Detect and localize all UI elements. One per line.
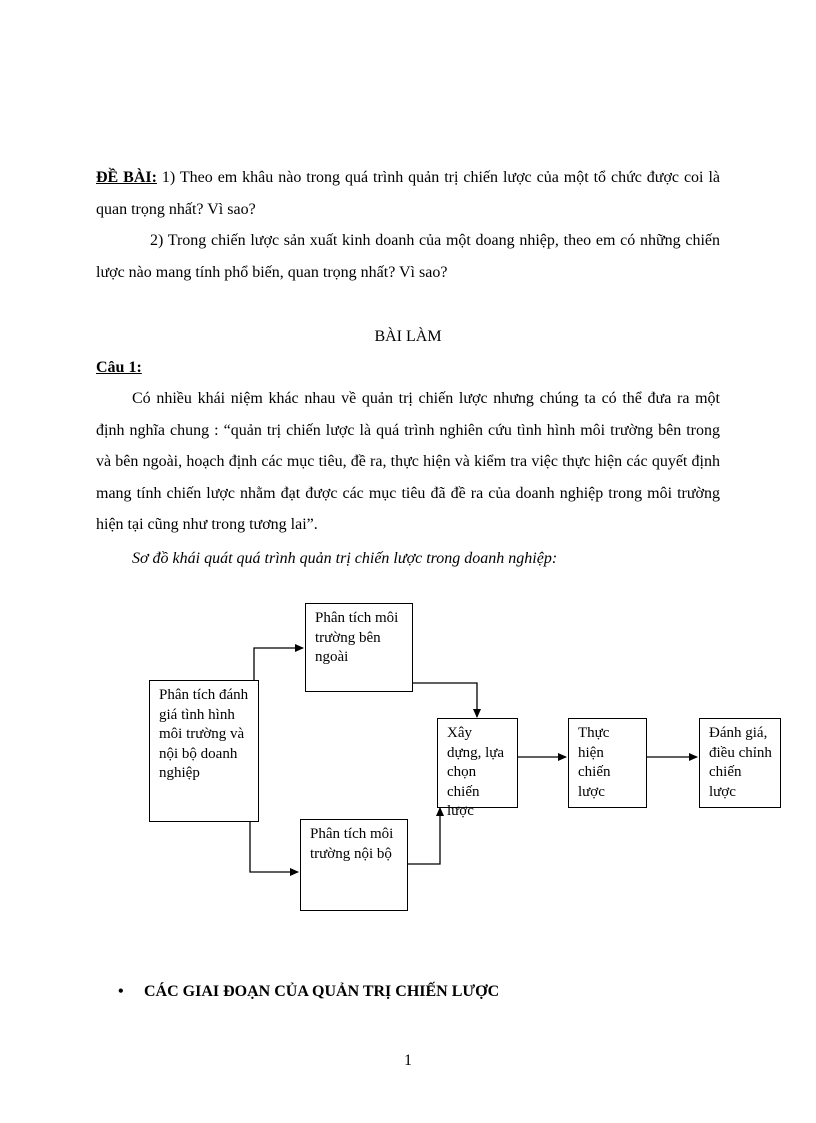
box-external-analysis: Phân tích môi trường bên ngoài (305, 603, 413, 692)
box-internal-analysis: Phân tích môi trường nội bộ (300, 819, 408, 911)
section-heading-row (118, 978, 499, 1006)
connector-internal-to-build (408, 808, 440, 864)
answer-heading: BÀI LÀM (374, 328, 442, 345)
assignment-label: ĐỀ BÀI: (96, 169, 157, 186)
box-evaluate-strategy: Đánh giá, điều chỉnh chiến lược (699, 718, 781, 808)
connector-external-to-build (412, 683, 477, 717)
page-number: 1 (404, 1052, 412, 1069)
body-paragraph: Có nhiều khái niệm khác nhau về quản trị chiến lược nhưng chúng ta có thể đưa ra một định nghĩa chung : “quản trị chiến lược là quá trình nghiên cứu tình hình môi trường bên trong và bên ngoài, hoạch định các mục tiêu, đề ra, thực hiện và kiểm tra việc thực hiện các quyết định mang tính chiến lược nhằm đạt được các mục tiêu đã đề ra của doanh nghiệp trong môi trường hiện tại cũng như trong tương lai”. (96, 390, 720, 533)
assignment-q1-text: 1) Theo em khâu nào trong quá trình quản trị chiến lược của một tổ chức được coi là quan trọng nhất? Vì sao? (96, 169, 720, 218)
box-build-strategy: Xây dựng, lựa chọn chiến lược (437, 718, 518, 808)
connector-analysis-to-internal (250, 820, 298, 872)
diagram-caption: Sơ đồ khái quát quá trình quản trị chiến lược trong doanh nghiệp: (132, 550, 558, 567)
assignment-question-2: 2) Trong chiến lược sản xuất kinh doanh của một doang nhiệp, theo em có những chiến lược nào mang tính phổ biến, quan trọng nhất? Vì sao? (96, 232, 720, 281)
box-environment-analysis: Phân tích đánh giá tình hình môi trường và nội bộ doanh nghiệp (149, 680, 259, 822)
section-heading: CÁC GIAI ĐOẠN CỦA QUẢN TRỊ CHIẾN LƯỢC (144, 983, 500, 1000)
box-implement-strategy: Thực hiện chiến lược (568, 718, 647, 808)
connector-analysis-to-external (254, 648, 303, 680)
question-1-label-text: Câu 1: (96, 359, 142, 376)
bullet-icon: • (118, 983, 124, 1000)
